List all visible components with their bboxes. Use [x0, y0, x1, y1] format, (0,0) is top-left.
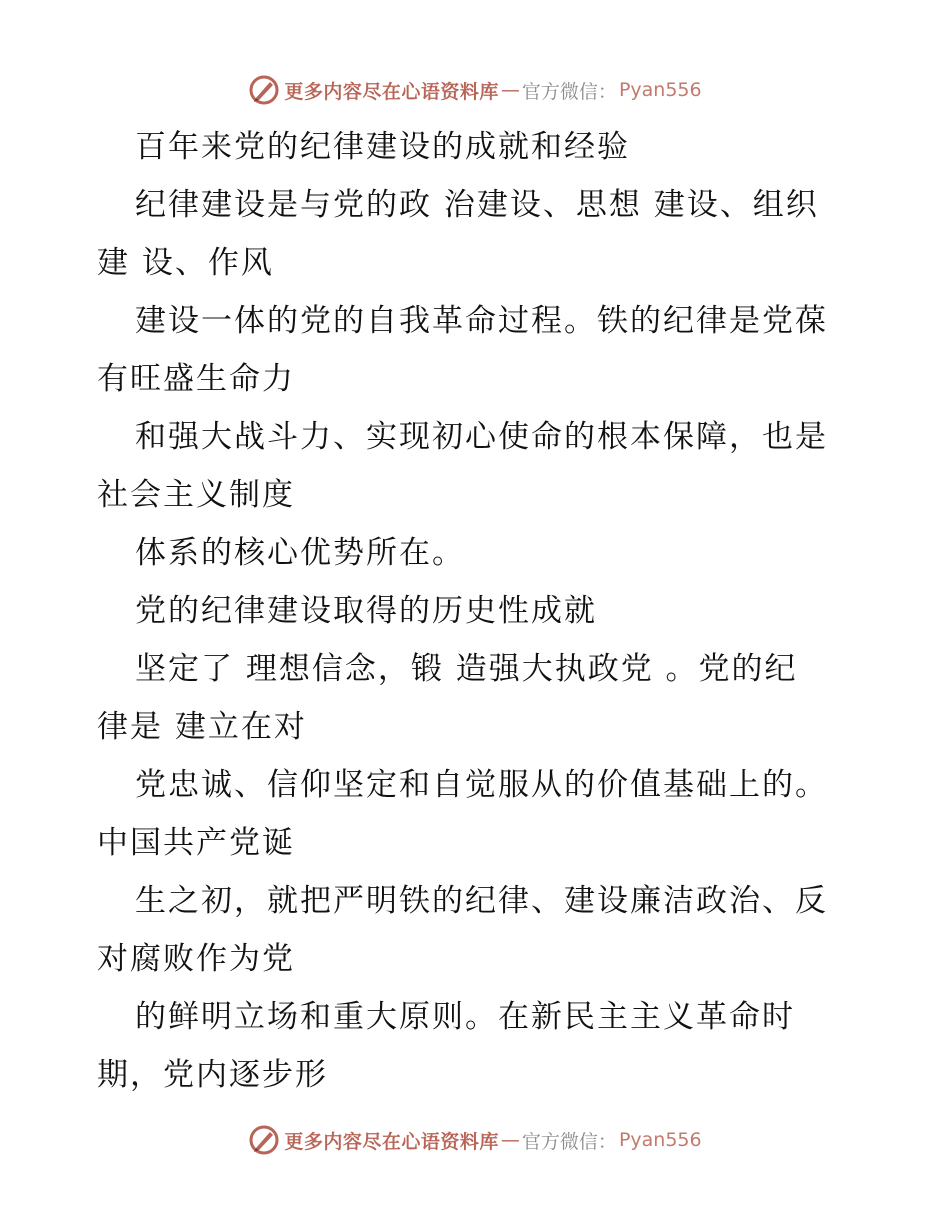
text-line: 生之初，就把严明铁的纪律、建设廉洁政治、反: [135, 883, 828, 919]
footer-watermark: [0, 1120, 950, 1160]
text-line: 体系的核心优势所在。: [135, 535, 465, 571]
text-line: 纪律建设是与党的政 治建设、思想 建设、组织: [135, 187, 819, 223]
watermark-sub-text: 官方微信：: [521, 1130, 617, 1153]
watermark-wechat-id: Pyan556: [618, 1129, 702, 1151]
text-line: 有旺盛生命力: [97, 361, 295, 397]
text-line: 建 设、作风: [97, 245, 274, 281]
quill-logo-icon: [248, 74, 280, 106]
text-line: 党忠诚、信仰坚定和自觉服从的价值基础上的。: [135, 767, 828, 803]
watermark-main-text: 更多内容尽在心语资料库: [284, 1130, 499, 1153]
text-line: 建设一体的党的自我革命过程。铁的纪律是党葆: [135, 303, 828, 339]
text-line: 对腐败作为党: [97, 941, 295, 977]
text-line: 律是 建立在对: [97, 709, 307, 745]
watermark-separator: —: [500, 79, 520, 101]
watermark-wechat-id: Pyan556: [618, 79, 702, 101]
text-line: 期，党内逐步形: [97, 1057, 328, 1093]
document-body: [97, 118, 857, 1104]
text-line: 和强大战斗力、实现初心使命的根本保障，也是: [135, 419, 828, 455]
watermark-main-text: 更多内容尽在心语资料库: [284, 80, 499, 103]
text-line: 百年来党的纪律建设的成就和经验: [135, 129, 630, 165]
text-line: 党的纪律建设取得的历史性成就: [135, 593, 597, 629]
text-line: 的鲜明立场和重大原则。在新民主主义革命时: [135, 999, 795, 1035]
quill-logo-icon: [248, 1124, 280, 1156]
watermark-sub-text: 官方微信：: [521, 80, 617, 103]
text-line: 坚定了 理想信念，锻 造强大执政党 。党的纪: [135, 651, 798, 687]
watermark-separator: —: [500, 1129, 520, 1151]
text-line: 中国共产党诞: [97, 825, 295, 861]
header-watermark: [0, 70, 950, 110]
text-line: 社会主义制度: [97, 477, 295, 513]
